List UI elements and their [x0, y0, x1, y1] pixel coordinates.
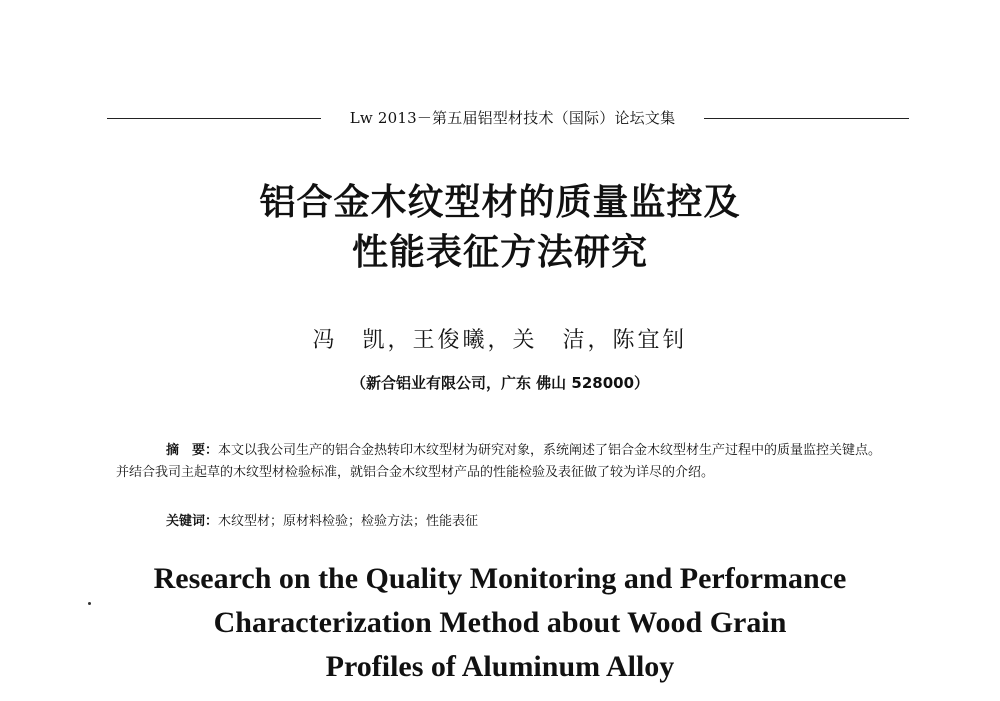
affiliation: （新合铝业有限公司，广东 佛山 528000） [350, 374, 650, 392]
keywords-label: 关键词： [166, 514, 219, 529]
author-list: 冯 凯，王俊曦，关 洁，陈宜钊 [312, 328, 688, 353]
english-title-line-2: Characterization Method about Wood Grain [213, 606, 787, 639]
header-rule-left [107, 118, 321, 119]
abstract-text: 本文以我公司生产的铝合金热转印木纹型材为研究对象，系统阐述了铝合金木纹型材生产过程中的质量监控关键点。并结合我司主起草的木纹型材检验标准，就铝合金木纹型材产品的性能检验及表征做了较为详尽的介绍。 [116, 443, 882, 480]
keywords-text: 木纹型材；原材料检验；检验方法；性能表征 [218, 514, 479, 529]
english-title-line-3: Profiles of Aluminum Alloy [325, 650, 675, 683]
english-title [0, 557, 1000, 689]
keywords [166, 510, 478, 529]
abstract-label: 摘 要： [166, 443, 219, 458]
scan-speck [88, 602, 91, 605]
running-header: Lw 2013－第五届铝型材技术（国际）论坛文集 [349, 109, 676, 127]
chinese-title-line-1: 铝合金木纹型材的质量监控及 [259, 182, 741, 223]
chinese-title-line-2: 性能表征方法研究 [351, 232, 648, 273]
english-title-line-1: Research on the Quality Monitoring and Performance [153, 562, 847, 595]
header-rule-right [704, 118, 909, 119]
chinese-title [0, 178, 1000, 278]
abstract [116, 440, 886, 484]
